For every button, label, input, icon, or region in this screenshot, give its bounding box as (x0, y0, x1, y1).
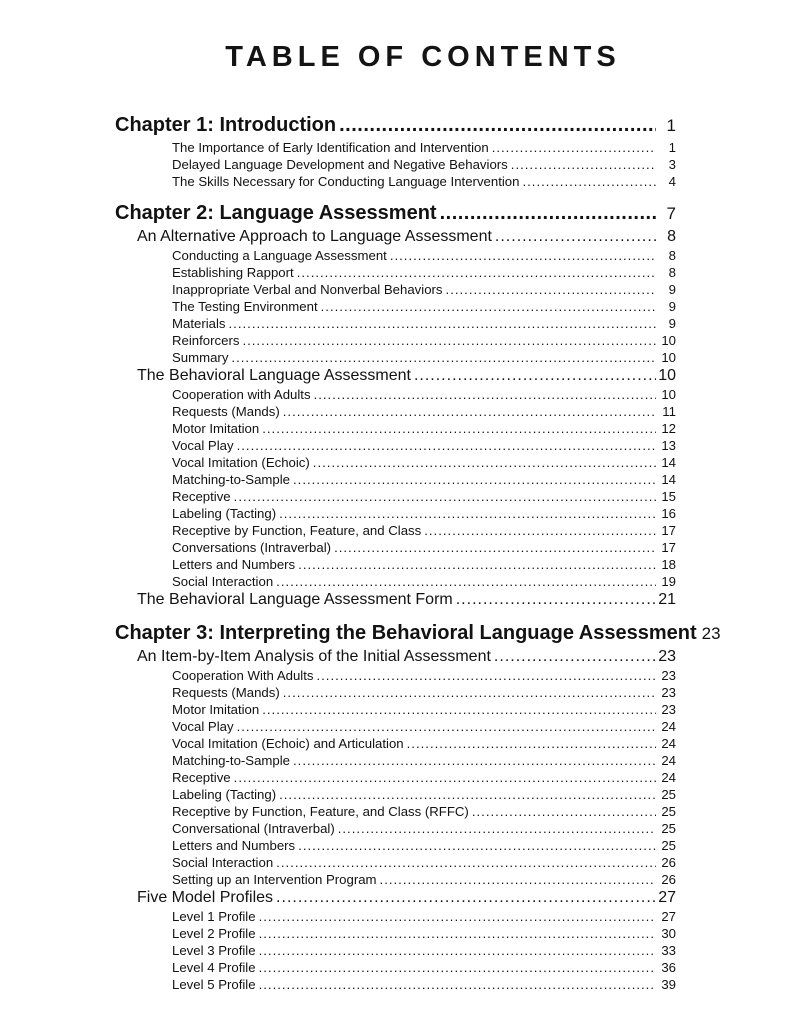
toc-entry-page: 26 (661, 871, 676, 887)
toc-entry-page: 8 (667, 227, 676, 245)
toc-entry (115, 332, 676, 349)
dot-leader (298, 556, 656, 573)
toc-entry (115, 942, 676, 959)
dot-leader (298, 837, 656, 854)
dot-leader (339, 112, 656, 138)
dot-leader (259, 959, 656, 976)
dot-leader (259, 976, 656, 993)
dot-leader (237, 718, 656, 735)
dot-leader (259, 908, 656, 925)
dot-leader (293, 752, 656, 769)
toc-entry-label: Chapter 3: Interpreting the Behavioral Language Assessment (115, 621, 697, 644)
toc-entry-page: 30 (661, 925, 676, 941)
toc-entry-page: 10 (661, 332, 676, 348)
toc-entry (115, 471, 676, 488)
toc-entry-page: 27 (658, 888, 676, 906)
dot-leader (293, 471, 656, 488)
toc-entry (115, 718, 676, 735)
toc-entry-page: 24 (661, 752, 676, 768)
toc-entry-page: 1 (666, 115, 676, 135)
toc-entry (115, 976, 676, 993)
dot-leader (494, 647, 656, 667)
toc-entry (115, 854, 676, 871)
toc-entry-label: Reinforcers (172, 332, 240, 348)
toc-entry (115, 667, 676, 684)
toc-entry-label: Letters and Numbers (172, 837, 296, 853)
dot-leader (262, 420, 656, 437)
toc-entry (115, 437, 676, 454)
dot-leader (314, 386, 656, 403)
toc-entry-label: Conversational (Intraverbal) (172, 820, 335, 836)
dot-leader (276, 854, 656, 871)
toc-entry (115, 871, 676, 888)
toc-entry (115, 298, 676, 315)
toc-entry-page: 14 (661, 471, 676, 487)
toc-entry (115, 539, 676, 556)
toc-entry (115, 752, 676, 769)
toc-entry-page: 33 (661, 942, 676, 958)
toc-entry-page: 25 (661, 803, 676, 819)
toc-entry (115, 888, 676, 908)
toc-entry-label: Chapter 1: Introduction (115, 113, 337, 136)
toc-entry-page: 24 (661, 735, 676, 751)
toc-entry-page: 39 (661, 976, 676, 992)
toc-entry-page: 17 (661, 522, 676, 538)
toc-entry-page: 8 (668, 247, 676, 263)
dot-leader (407, 735, 656, 752)
toc-entry-label: Chapter 2: Language Assessment (115, 201, 437, 224)
toc-entry (115, 156, 676, 173)
toc-entry (115, 556, 676, 573)
toc-entry (115, 403, 676, 420)
toc-entry-page: 10 (658, 366, 676, 384)
toc-entry (115, 173, 676, 190)
toc-entry-page: 14 (661, 454, 676, 470)
toc-entry-label: Motor Imitation (172, 420, 260, 436)
toc-entry-label: Level 1 Profile (172, 908, 256, 924)
dot-leader (283, 403, 656, 420)
toc-entry-label: The Testing Environment (172, 298, 318, 314)
toc-entry-label: Five Model Profiles (137, 888, 274, 906)
toc-entry-page: 9 (668, 298, 676, 314)
dot-leader (338, 820, 656, 837)
toc-entry-label: Delayed Language Development and Negative Behaviors (172, 156, 508, 172)
toc-entry-page: 23 (661, 701, 676, 717)
toc-entry-page: 25 (661, 837, 676, 853)
toc-entry-label: Level 4 Profile (172, 959, 256, 975)
toc-entry-page: 23 (661, 684, 676, 700)
dot-leader (276, 573, 656, 590)
toc-entry-label: The Behavioral Language Assessment Form (137, 590, 453, 608)
toc-entry (115, 590, 676, 610)
toc-entry-label: An Item-by-Item Analysis of the Initial Assessment (137, 647, 491, 665)
toc-entry-page: 24 (661, 769, 676, 785)
toc-entry-label: Social Interaction (172, 854, 274, 870)
toc-entry-label: Vocal Play (172, 437, 234, 453)
toc-entry (115, 684, 676, 701)
toc-entry-label: Level 2 Profile (172, 925, 256, 941)
toc-entry-page: 12 (661, 420, 676, 436)
dot-leader (511, 156, 656, 173)
toc-entry (115, 803, 676, 820)
toc-entry-page: 25 (661, 820, 676, 836)
toc-entry-page: 23 (658, 647, 676, 665)
toc-entry-label: Conducting a Language Assessment (172, 247, 387, 263)
toc-entry-label: Establishing Rapport (172, 264, 294, 280)
dot-leader (380, 871, 656, 888)
dot-leader (231, 349, 656, 366)
toc-entry-label: Receptive (172, 488, 231, 504)
toc-entry (115, 647, 676, 667)
toc-entry-page: 7 (666, 203, 676, 223)
toc-entry-label: The Skills Necessary for Conducting Language Intervention (172, 173, 520, 189)
toc-entry-page: 23 (701, 623, 721, 643)
dot-leader (234, 769, 656, 786)
toc-entry-page: 17 (661, 539, 676, 555)
toc-entry-page: 1 (668, 139, 676, 155)
dot-leader (229, 315, 657, 332)
page-title: TABLE OF CONTENTS (225, 41, 621, 73)
toc-entry-page: 9 (668, 281, 676, 297)
dot-leader (390, 247, 656, 264)
toc-entry (115, 522, 676, 539)
toc-entry-label: Level 5 Profile (172, 976, 256, 992)
toc-entry-label: Vocal Play (172, 718, 234, 734)
toc-entry-page: 9 (668, 315, 676, 331)
toc-entry (115, 959, 676, 976)
toc-entry (115, 820, 676, 837)
dot-leader (262, 701, 656, 718)
toc-entry-page: 11 (662, 403, 676, 419)
toc-entry (115, 247, 676, 264)
toc-entry-label: Conversations (Intraverbal) (172, 539, 332, 555)
toc-entry-page: 16 (661, 505, 676, 521)
toc-entry-label: Cooperation With Adults (172, 667, 314, 683)
toc-entry (115, 386, 676, 403)
dot-leader (495, 227, 656, 247)
toc-entry-page: 4 (668, 173, 676, 189)
toc-entry-page: 27 (661, 908, 676, 924)
toc-entry-label: Labeling (Tacting) (172, 786, 277, 802)
toc-entry (115, 735, 676, 752)
toc-entry-label: Level 3 Profile (172, 942, 256, 958)
dot-leader (414, 366, 656, 386)
toc-entry (115, 227, 676, 247)
dot-leader (279, 786, 656, 803)
toc-entry (115, 349, 676, 366)
dot-leader (237, 437, 656, 454)
toc-entry (115, 769, 676, 786)
toc-entry (115, 112, 676, 139)
toc-entry-page: 10 (661, 349, 676, 365)
toc-entry-label: Receptive by Function, Feature, and Class (172, 522, 422, 538)
toc-entry-label: The Importance of Early Identification and Intervention (172, 139, 489, 155)
toc-entry-label: Vocal Imitation (Echoic) and Articulation (172, 735, 404, 751)
dot-leader (259, 942, 656, 959)
toc-entry-page: 24 (661, 718, 676, 734)
toc-entry (115, 505, 676, 522)
dot-leader (440, 200, 656, 226)
toc-entry-page: 8 (668, 264, 676, 280)
toc-entry-label: Setting up an Intervention Program (172, 871, 377, 887)
toc-entry-page: 13 (661, 437, 676, 453)
toc-entry (115, 786, 676, 803)
dot-leader (234, 488, 656, 505)
dot-leader (259, 925, 656, 942)
toc-entry-page: 10 (661, 386, 676, 402)
toc-entry-page: 18 (661, 556, 676, 572)
toc-entry-label: Materials (172, 315, 226, 331)
toc-entry (115, 620, 721, 647)
toc-entry-label: Receptive by Function, Feature, and Class (RFFC) (172, 803, 469, 819)
dot-leader (334, 539, 656, 556)
toc-entry-label: An Alternative Approach to Language Assessment (137, 227, 492, 245)
toc-entry-label: Requests (Mands) (172, 684, 280, 700)
toc-entry-page: 15 (661, 488, 676, 504)
dot-leader (321, 298, 656, 315)
toc-entry-label: Letters and Numbers (172, 556, 296, 572)
toc-entry-page: 23 (661, 667, 676, 683)
dot-leader (313, 454, 656, 471)
toc-entry (115, 488, 676, 505)
table-of-contents (115, 112, 721, 993)
toc-entry (115, 454, 676, 471)
toc-entry (115, 281, 676, 298)
dot-leader (316, 667, 656, 684)
toc-entry (115, 573, 676, 590)
toc-entry-label: Requests (Mands) (172, 403, 280, 419)
toc-entry-label: The Behavioral Language Assessment (137, 366, 411, 384)
toc-entry-label: Cooperation with Adults (172, 386, 311, 402)
toc-entry-page: 26 (661, 854, 676, 870)
dot-leader (297, 264, 656, 281)
toc-entry-page: 3 (668, 156, 676, 172)
toc-entry (115, 139, 676, 156)
toc-entry-label: Summary (172, 349, 229, 365)
toc-entry (115, 908, 676, 925)
dot-leader (492, 139, 656, 156)
toc-entry-label: Receptive (172, 769, 231, 785)
toc-entry-page: 36 (661, 959, 676, 975)
dot-leader (242, 332, 656, 349)
toc-entry-page: 21 (658, 590, 676, 608)
toc-entry (115, 420, 676, 437)
dot-leader (446, 281, 656, 298)
toc-entry (115, 315, 676, 332)
dot-leader (424, 522, 656, 539)
toc-entry (115, 701, 676, 718)
toc-entry-label: Matching-to-Sample (172, 471, 291, 487)
dot-leader (279, 505, 656, 522)
toc-entry-label: Matching-to-Sample (172, 752, 291, 768)
toc-entry (115, 925, 676, 942)
toc-entry-page: 19 (661, 573, 676, 589)
toc-entry-label: Social Interaction (172, 573, 274, 589)
toc-entry (115, 200, 676, 227)
toc-entry (115, 264, 676, 281)
dot-leader (472, 803, 656, 820)
dot-leader (522, 173, 656, 190)
toc-entry (115, 837, 676, 854)
dot-leader (276, 888, 656, 908)
toc-entry (115, 366, 676, 386)
dot-leader (283, 684, 656, 701)
dot-leader (456, 590, 656, 610)
toc-entry-label: Labeling (Tacting) (172, 505, 277, 521)
toc-entry-label: Vocal Imitation (Echoic) (172, 454, 310, 470)
toc-entry-page: 25 (661, 786, 676, 802)
toc-entry-label: Motor Imitation (172, 701, 260, 717)
toc-entry-label: Inappropriate Verbal and Nonverbal Behaviors (172, 281, 443, 297)
